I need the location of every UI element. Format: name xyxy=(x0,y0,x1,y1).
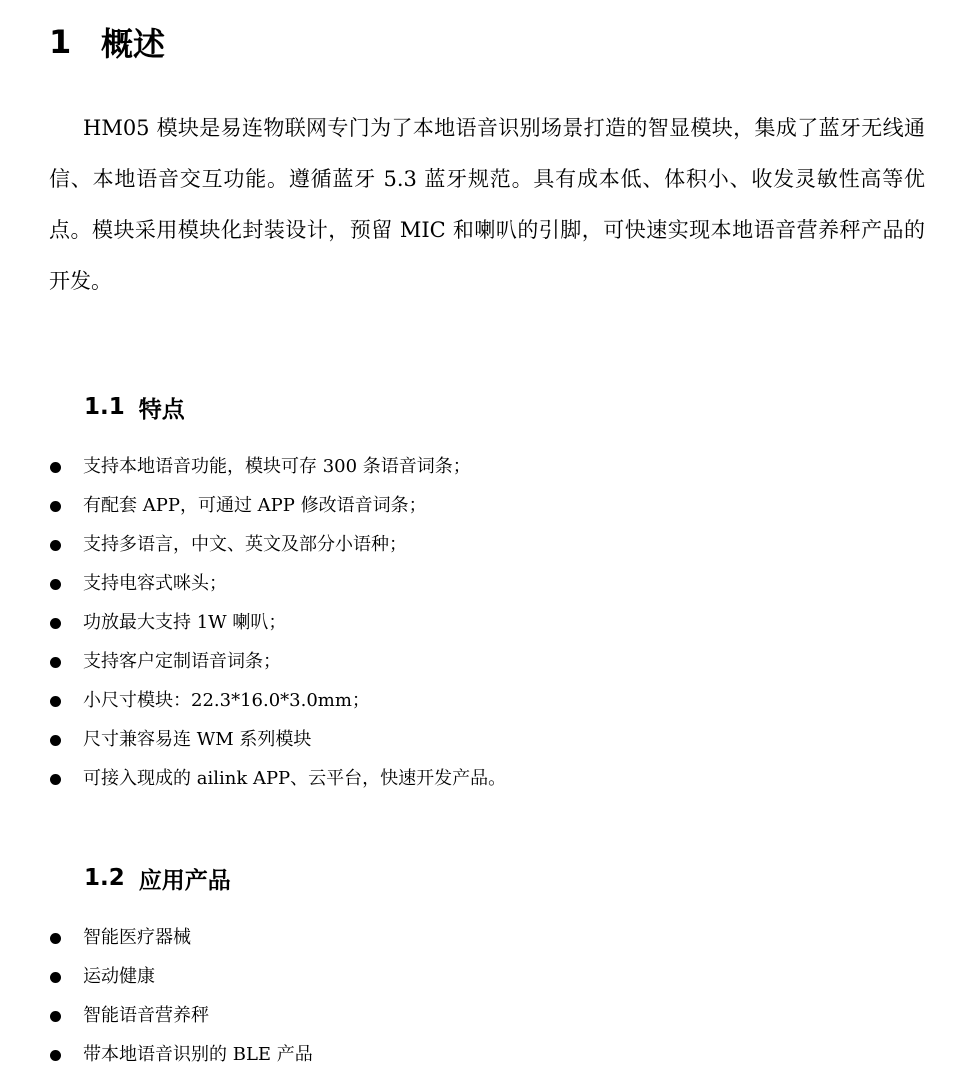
list-item xyxy=(0,921,976,960)
list-item-text: 可接入现成的 ailink APP、云平台，快速开发产品。 xyxy=(83,768,507,789)
bullet-icon xyxy=(50,1050,61,1061)
list-item-text: 运动健康 xyxy=(83,966,155,987)
bullet-icon xyxy=(50,540,61,551)
bullet-icon xyxy=(50,696,61,707)
list-item-text: 智能语音营养秤 xyxy=(83,1005,209,1026)
list-item xyxy=(0,567,976,606)
bullet-icon xyxy=(50,618,61,629)
list-item-text: 智能医疗器械 xyxy=(83,927,191,948)
applications-number: 1.2 xyxy=(84,865,125,891)
list-item-text: 小尺寸模块：22.3*16.0*3.0mm； xyxy=(83,690,370,711)
features-heading xyxy=(84,389,185,425)
features-title: 特点 xyxy=(138,396,185,423)
bullet-icon xyxy=(50,1011,61,1022)
applications-list xyxy=(0,921,976,1077)
bullet-icon xyxy=(50,657,61,668)
section-number: 1 xyxy=(49,23,72,61)
applications-title: 应用产品 xyxy=(138,867,231,894)
bullet-icon xyxy=(50,579,61,590)
bullet-icon xyxy=(50,933,61,944)
list-item xyxy=(0,762,976,801)
list-item-text: 尺寸兼容易连 WM 系列模块 xyxy=(83,729,312,750)
list-item xyxy=(0,723,976,762)
bullet-icon xyxy=(50,501,61,512)
list-item-text: 支持多语言，中文、英文及部分小语种； xyxy=(83,534,407,555)
bullet-icon xyxy=(50,462,61,473)
list-item xyxy=(0,489,976,528)
list-item xyxy=(0,645,976,684)
list-item xyxy=(0,1038,976,1077)
list-item-text: 功放最大支持 1W 喇叭； xyxy=(83,612,287,633)
list-item-text: 支持客户定制语音词条； xyxy=(83,651,281,672)
list-item xyxy=(0,960,976,999)
section-heading xyxy=(49,18,165,66)
list-item xyxy=(0,999,976,1038)
list-item-text: 带本地语音识别的 BLE 产品 xyxy=(83,1044,313,1065)
list-item-text: 支持本地语音功能，模块可存 300 条语音词条； xyxy=(83,456,471,477)
bullet-icon xyxy=(50,972,61,983)
section-title: 概述 xyxy=(101,25,166,63)
list-item-text: 有配套 APP，可通过 APP 修改语音词条； xyxy=(83,495,427,516)
list-item xyxy=(0,606,976,645)
bullet-icon xyxy=(50,774,61,785)
features-number: 1.1 xyxy=(84,394,125,420)
bullet-icon xyxy=(50,735,61,746)
list-item xyxy=(0,528,976,567)
applications-heading xyxy=(84,860,231,896)
list-item-text: 支持电容式咪头； xyxy=(83,573,227,594)
list-item xyxy=(0,684,976,723)
list-item xyxy=(0,450,976,489)
features-list xyxy=(0,450,976,801)
intro-paragraph: HM05 模块是易连物联网专门为了本地语音识别场景打造的智显模块，集成了蓝牙无线通信、本地语音交互功能。遵循蓝牙 5.3 蓝牙规范。具有成本低、体积小、收发灵敏性高等优点。模块采用模块化封装设计，预留 MIC 和喇叭的引脚，可快速实现本地语音营养秤产品的开发。 xyxy=(49,116,925,293)
